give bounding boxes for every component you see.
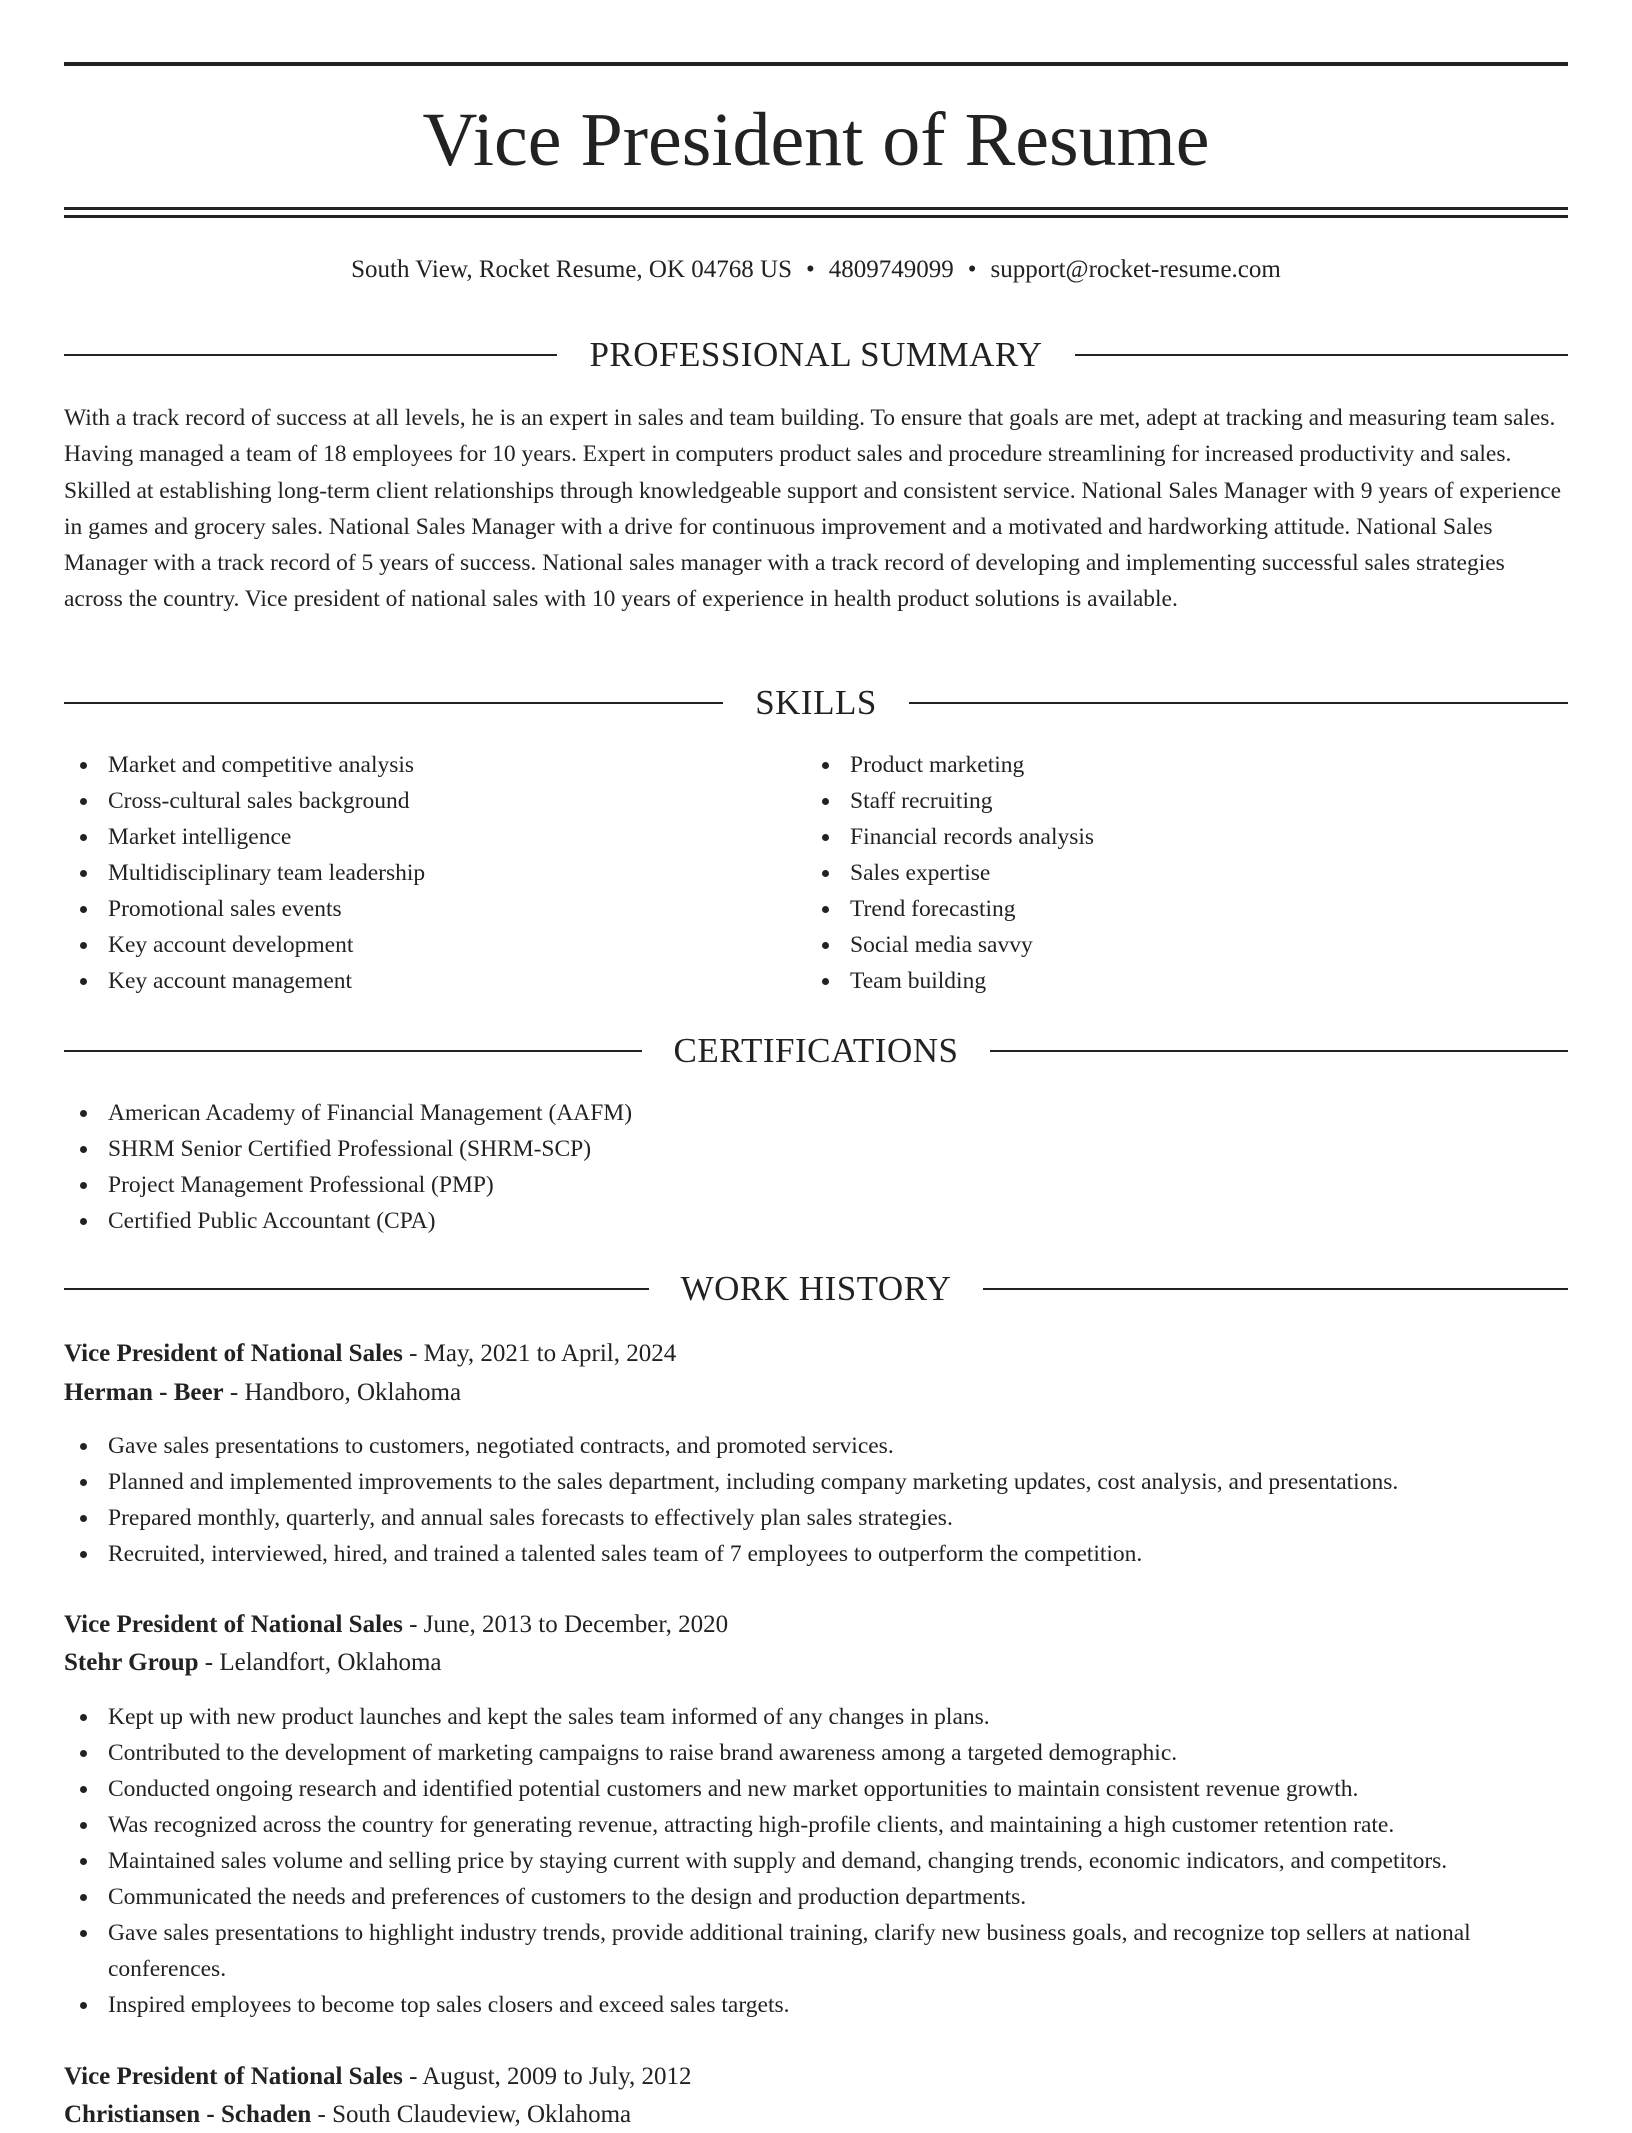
resume-title: Vice President of Resume — [422, 98, 1210, 182]
skill-item: Key account development — [64, 927, 804, 963]
job-duty: Communicated the needs and preferences of customers to the design and production departments. — [64, 1879, 1568, 1915]
skills-heading-label: SKILLS — [755, 683, 877, 722]
heading-rule — [64, 1288, 649, 1290]
heading-rule — [64, 1050, 642, 1052]
skills-list-right — [806, 747, 1568, 999]
summary-text: With a track record of success at all levels, he is an expert in sales and team building. To ensure that goals are met, adept at tracking and measuring team sales. Having managed a team of 18 employees for 10 years. Expert in computers product sales and procedure streamlining for increased productivity and sales. Skilled at establishing long-term client relationships through knowledgeable support and consistent service. National Sales Manager with 9 years of experience in games and grocery sales. National Sales Manager with a drive for continuous improvement and a motivated and hardworking attitude. National Sales Manager with a track record of 5 years of success. National sales manager with a track record of developing and implementing successful sales strategies across the country. Vice president of national sales with 10 years of experience in health product solutions is available. — [64, 405, 1562, 613]
job-duty: Gave sales presentations to customers, negotiated contracts, and promoted services. — [64, 1428, 1568, 1464]
certifications-heading-label: CERTIFICATIONS — [673, 1031, 959, 1070]
contact-email: support@rocket-resume.com — [990, 256, 1281, 283]
job-title-line — [64, 2059, 1568, 2095]
job-title: Vice President of National Sales — [64, 1340, 403, 1367]
heading-rule — [909, 702, 1568, 704]
job-location: - Handboro, Oklahoma — [223, 1379, 462, 1406]
job-dates: - August, 2009 to July, 2012 — [402, 2063, 692, 2090]
job-dates: - June, 2013 to December, 2020 — [402, 1611, 729, 1638]
certification-item: Certified Public Accountant (CPA) — [64, 1203, 1568, 1239]
skill-item: Multidisciplinary team leadership — [64, 855, 804, 891]
job-company: Christiansen - Schaden — [64, 2101, 312, 2128]
skill-item: Promotional sales events — [64, 891, 804, 927]
job-dates: - May, 2021 to April, 2024 — [402, 1340, 677, 1367]
job-title-line — [64, 1336, 1568, 1372]
skill-item: Cross-cultural sales background — [64, 783, 804, 819]
skill-item: Sales expertise — [806, 855, 1568, 891]
job-duty: Inspired employees to become top sales closers and exceed sales targets. — [64, 1987, 1568, 2023]
job-company-line — [64, 1645, 1568, 1681]
contact-address: South View, Rocket Resume, OK 04768 US — [351, 256, 793, 283]
job-location: - South Claudeview, Oklahoma — [311, 2101, 632, 2128]
job-duty: Maintained sales volume and selling price by staying current with supply and demand, changing trends, economic indicators, and competitors. — [64, 1843, 1568, 1879]
heading-rule — [64, 354, 557, 356]
job-duty: Conducted ongoing research and identified potential customers and new market opportunities to maintain consistent revenue growth. — [64, 1771, 1568, 1807]
job-duties-list — [64, 1699, 1568, 2023]
heading-rule — [64, 702, 723, 704]
skill-item: Market and competitive analysis — [64, 747, 804, 783]
job-duty: Kept up with new product launches and kept the sales team informed of any changes in plans. — [64, 1699, 1568, 1735]
certification-item: American Academy of Financial Management (AAFM) — [64, 1095, 1568, 1131]
job-company-line — [64, 2097, 1568, 2133]
skills-heading — [64, 683, 1568, 723]
job-duty: Contributed to the development of marketing campaigns to raise brand awareness among a targeted demographic. — [64, 1735, 1568, 1771]
job-company: Herman - Beer — [64, 1379, 224, 1406]
top-rule — [64, 62, 1568, 66]
work-history-heading-label: WORK HISTORY — [680, 1269, 952, 1308]
title-rule-upper — [64, 207, 1568, 210]
certification-item: Project Management Professional (PMP) — [64, 1167, 1568, 1203]
heading-rule — [983, 1288, 1568, 1290]
job-title: Vice President of National Sales — [64, 2063, 403, 2090]
skill-item: Staff recruiting — [806, 783, 1568, 819]
certifications-list — [64, 1095, 1568, 1239]
contact-phone: 4809749099 — [828, 256, 954, 283]
contact-line — [64, 253, 1568, 287]
skill-item: Market intelligence — [64, 819, 804, 855]
heading-rule — [1075, 354, 1568, 356]
job-company: Stehr Group — [64, 1649, 199, 1676]
summary-heading — [64, 335, 1568, 375]
skill-item: Key account management — [64, 963, 804, 999]
skill-item: Product marketing — [806, 747, 1568, 783]
certification-item: SHRM Senior Certified Professional (SHRM-SCP) — [64, 1131, 1568, 1167]
skill-item: Financial records analysis — [806, 819, 1568, 855]
job-duty: Gave sales presentations to highlight industry trends, provide additional training, clarify new business goals, and recognize top sellers at national conferences. — [64, 1915, 1568, 1987]
job-duties-list — [64, 1428, 1568, 1572]
contact-separator: • — [967, 256, 977, 283]
job-title-line — [64, 1607, 1568, 1643]
skill-item: Social media savvy — [806, 927, 1568, 963]
title-rule-lower — [64, 215, 1568, 218]
job-duty: Was recognized across the country for generating revenue, attracting high-profile clients, and maintaining a high customer retention rate. — [64, 1807, 1568, 1843]
skill-item: Team building — [806, 963, 1568, 999]
job-duty: Planned and implemented improvements to the sales department, including company marketing updates, cost analysis, and presentations. — [64, 1464, 1568, 1500]
skills-list-left — [64, 747, 804, 999]
work-history-heading — [64, 1269, 1568, 1309]
job-title: Vice President of National Sales — [64, 1611, 403, 1638]
contact-separator: • — [806, 256, 815, 283]
job-company-line — [64, 1375, 1568, 1411]
certifications-heading — [64, 1031, 1568, 1071]
skill-item: Trend forecasting — [806, 891, 1568, 927]
job-location: - Lelandfort, Oklahoma — [198, 1649, 442, 1676]
heading-rule — [990, 1050, 1568, 1052]
job-duty: Prepared monthly, quarterly, and annual sales forecasts to effectively plan sales strategies. — [64, 1500, 1568, 1536]
summary-heading-label: PROFESSIONAL SUMMARY — [589, 335, 1043, 374]
job-duty: Recruited, interviewed, hired, and trained a talented sales team of 7 employees to outperform the competition. — [64, 1536, 1568, 1572]
